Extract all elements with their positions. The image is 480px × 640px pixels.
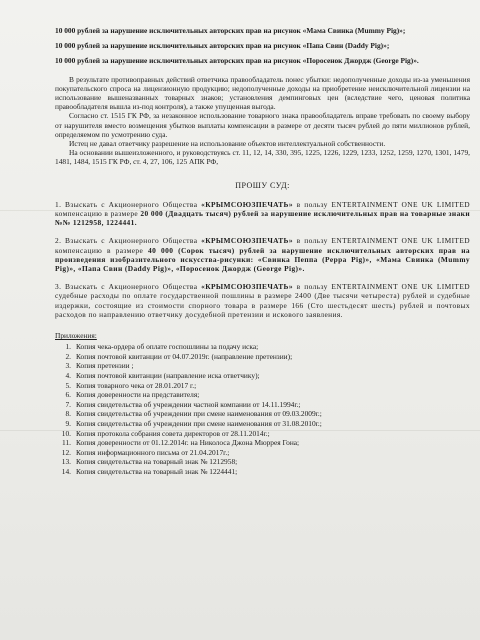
appendix-item-number: 1. bbox=[65, 342, 71, 352]
top-item-2: 10 000 рублей за нарушение исключительных авторских прав на рисунок «Папа Свин (Daddy Pig)»; bbox=[55, 41, 390, 51]
appendix-item-text: Копия почтовой квитанции (направление иска ответчику); bbox=[76, 371, 260, 381]
appendix-item-number: 4. bbox=[65, 371, 71, 381]
document-body bbox=[55, 26, 470, 477]
claim-2-mid: в пользу ENTERTAINMENT ONE UK LIMITED компенсацию в размере bbox=[55, 236, 471, 255]
appendix-item-number: 10. bbox=[61, 428, 71, 438]
appendix-title: Приложения: bbox=[55, 331, 97, 341]
appendix-item-text: Копия протокола собрания совета директоров от 28.11.2014г.; bbox=[76, 428, 270, 438]
appendix-item bbox=[55, 371, 470, 381]
appendix-item bbox=[55, 457, 470, 467]
claim-3-rest: в пользу ENTERTAINMENT ONE UK LIMITED судебные расходы по оплате государственной пошлины в размере 2400 (Две тысячи четыреста) рублей и судебные издержки, состоящие из стоимости спорного товара в размере 166 (Сто шестьдесят шесть) рублей и почтовых расходов по направлению ответчику досудебной претензии и искового заявления. bbox=[55, 282, 471, 319]
petition-title: ПРОШУ СУД: bbox=[235, 180, 290, 190]
appendix-item-text: Копия свидетельства об учреждении при смене наименования от 31.08.2010г.; bbox=[76, 419, 322, 429]
appendix-item bbox=[55, 400, 470, 410]
appendix-item-number: 7. bbox=[65, 399, 71, 409]
claim-2-company: «КРЫМСОЮЗПЕЧАТЬ» bbox=[201, 236, 293, 246]
appendix-item-text: Копия информационного письма от 21.04.2017г.; bbox=[76, 447, 230, 457]
paragraph-no-permission: Истец не давал ответчику разрешение на использование объектов интеллектуальной собственности. bbox=[69, 139, 386, 149]
appendix-item-number: 5. bbox=[65, 380, 71, 390]
appendix-item-number: 6. bbox=[65, 390, 71, 400]
claim-2-start: 2. Взыскать с Акционерного Общества bbox=[55, 236, 202, 246]
paragraph-compensation: Согласно ст. 1515 ГК РФ, за незаконное использование товарного знака правообладатель вправе требовать по своему выбору от нарушителя вместо возмещения убытков выплаты компенсации в размере от десяти тысяч рублей до пяти миллионов рублей, определяемом по усмотрению суда. bbox=[55, 111, 470, 139]
claim-3-start: 3. Взыскать с Акционерного Общества bbox=[55, 282, 202, 292]
claim-3 bbox=[55, 282, 470, 319]
appendix-item-text: Копия свидетельства на товарный знак № 1212958; bbox=[76, 457, 238, 467]
appendix-item bbox=[55, 342, 470, 352]
appendix-item-text: Копия свидетельства об учреждении при смене наименования от 09.03.2009г.; bbox=[76, 409, 322, 419]
appendix-item-number: 11. bbox=[62, 438, 71, 448]
appendix-item-text: Копия товарного чека от 28.01.2017 г.; bbox=[76, 380, 197, 390]
appendix-item bbox=[55, 381, 470, 391]
appendix-item bbox=[55, 352, 470, 362]
appendix-item-text: Копия доверенности на представителя; bbox=[76, 390, 200, 400]
appendix-item bbox=[55, 409, 470, 419]
appendix-list bbox=[55, 342, 470, 476]
paragraph-losses: В результате противоправных действий ответчика правообладатель понес убытки: недополученные доходы из-за уменьшения покупательского спроса на лицензионную продукцию; недополученные доходы на приобретение неисключительной лицензии на использование вышеназванных товарных знаков; установления демпинговых цен (вследствие чего, ценовая политика правообладателя вышла из-под контроля), а также упущенная выгода. bbox=[55, 74, 470, 112]
appendix-item bbox=[55, 429, 470, 439]
appendix-item-number: 3. bbox=[65, 361, 71, 371]
appendix-item-text: Копия претензии ; bbox=[76, 361, 134, 371]
claim-2-amount: 40 000 (Сорок тысяч) рублей за нарушение исключительных авторских прав на произведения изобразительного искусства-рисунки: «Свинка Пеппа (Peppa Pig)», «Мама Свинка (Mummy Pig)», «Папа Свин (Daddy Pig)», «Поросенок Джордж (George Pig)». bbox=[55, 245, 470, 274]
appendix-item bbox=[55, 438, 470, 448]
top-item-1: 10 000 рублей за нарушение исключительных авторских прав на рисунок «Мама Свинка (Mummy Pig)»; bbox=[55, 26, 406, 35]
appendix-item-number: 13. bbox=[61, 457, 71, 467]
claim-1-amount: 20 000 (Двадцать тысяч) рублей за нарушение исключительных прав на товарные знаки №№ 1212958, 1224441. bbox=[55, 209, 470, 228]
appendix-item bbox=[55, 419, 470, 429]
appendix-item-number: 9. bbox=[65, 419, 71, 429]
claim-1 bbox=[55, 200, 470, 228]
claim-1-mid: в пользу ENTERTAINMENT ONE UK LIMITED компенсацию в размере bbox=[55, 199, 471, 219]
appendix-item-number: 12. bbox=[61, 447, 71, 457]
claim-2 bbox=[55, 236, 470, 273]
appendix-item-number: 8. bbox=[65, 409, 71, 419]
claim-3-company: «КРЫМСОЮЗПЕЧАТЬ» bbox=[201, 282, 293, 292]
appendix-item-text: Копия свидетельства об учреждении частной компании от 14.11.1994г.; bbox=[76, 399, 301, 409]
appendix-item bbox=[55, 361, 470, 371]
appendix-item-text: Копия чека-ордера об оплате госпошлины за подачу иска; bbox=[76, 342, 259, 352]
appendix-item-text: Копия почтовой квитанции от 04.07.2019г. (направление претензии); bbox=[76, 351, 293, 361]
appendix-item-text: Копия доверенности от 01.12.2014г. на Николоса Джона Мюррея Гона; bbox=[76, 438, 300, 448]
appendix-item bbox=[55, 467, 470, 477]
appendix-item-number: 2. bbox=[65, 351, 71, 361]
claim-1-company: «КРЫМСОЮЗПЕЧАТЬ» bbox=[201, 199, 293, 209]
appendix-item-number: 14. bbox=[61, 467, 71, 476]
appendix-item bbox=[55, 448, 470, 458]
appendix-item-text: Копия свидетельства на товарный знак № 1224441; bbox=[76, 467, 238, 476]
paragraph-legal-basis: На основании вышеизложенного, и руководствуясь ст. 11, 12, 14, 330, 395, 1225, 1226, 1229, 1233, 1252, 1259, 1270, 1301, 1479, 1481, 1484, 1515 ГК РФ, ст. 4, 27, 106, 125 АПК РФ, bbox=[55, 148, 470, 167]
appendix-item bbox=[55, 390, 470, 400]
claim-1-start: 1. Взыскать с Акционерного Общества bbox=[55, 199, 202, 209]
top-item-3: 10 000 рублей за нарушение исключительных авторских прав на рисунок «Поросенок Джордж (George Pig)». bbox=[55, 56, 419, 66]
